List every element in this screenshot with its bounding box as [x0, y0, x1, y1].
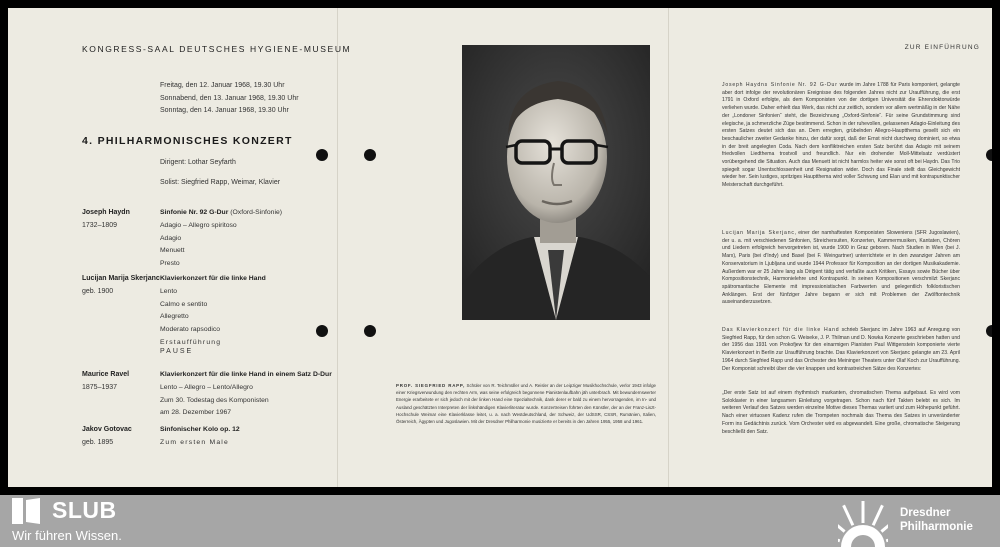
composer-name: Jakov Gotovac [82, 426, 132, 433]
work-gotovac [160, 424, 240, 450]
paragraph-lead: Lucijan Marija Skerjanc [722, 230, 795, 236]
pause-label: PAUSE [160, 348, 194, 355]
work-ravel [160, 369, 332, 420]
date-line: Sonnabend, den 13. Januar 1968, 19.30 Uhr [160, 94, 299, 102]
soloist-portrait [462, 45, 650, 320]
venue-title: KONGRESS-SAAL DEUTSCHES HYGIENE-MUSEUM [82, 44, 352, 54]
work-subtitle: (Oxford-Sinfonie) [228, 209, 282, 216]
premiere-note: Erstaufführung [160, 338, 222, 346]
anniversary-note: am 28. Dezember 1967 [160, 409, 232, 417]
soloist-caption [396, 382, 656, 425]
date-line: Sonntag, den 14. Januar 1968, 19.30 Uhr [160, 107, 289, 114]
program-sheet [8, 8, 992, 487]
composer-life: 1875–1937 [82, 383, 118, 391]
fold-line [337, 8, 338, 487]
composer-life: 1732–1809 [82, 221, 118, 229]
philharmonie-name: Dresdner Philharmonie [900, 507, 973, 533]
composer-ravel [82, 369, 129, 394]
intro-paragraph-haydn [722, 82, 960, 190]
composer-gotovac [82, 424, 132, 449]
slub-name: SLUB [52, 497, 117, 523]
punch-hole [364, 149, 376, 161]
soloist: Solist: Siegfried Rapp, Weimar, Klavier [160, 179, 281, 186]
intro-paragraph-skerjanc [722, 230, 960, 307]
punch-hole [316, 149, 328, 161]
slub-logo-icon [12, 498, 40, 524]
composer-skerjanc [82, 273, 160, 298]
movement: Moderato rapsodico [160, 326, 221, 334]
work-title: Klavierkonzert für die linke Hand in einem Satz D-Dur [160, 371, 332, 378]
slub-claim: Wir führen Wissen. [12, 528, 122, 543]
punch-hole [986, 325, 992, 337]
composer-life: geb. 1900 [82, 287, 114, 295]
composer-name: Lucijan Marija Skerjanc [82, 275, 160, 282]
philharmonie-logo-icon [838, 497, 888, 547]
movement: Adagio – Allegro spiritoso [160, 221, 237, 229]
fold-line [668, 8, 669, 487]
movement: Calmo e sentito [160, 300, 208, 308]
concert-dates [160, 80, 299, 118]
paragraph-lead: Joseph Haydns Sinfonie Nr. 92 G-Dur [722, 82, 838, 88]
introduction-heading: ZUR EINFÜHRUNG [904, 44, 980, 51]
movement: Lento [160, 287, 178, 295]
punch-hole [364, 325, 376, 337]
punch-hole [986, 149, 992, 161]
intro-paragraph-quote [722, 390, 960, 436]
paragraph-text: schrieb Skerjanc im Jahre 1963 auf Anregung von Siegfried Rapp, für den schon G. Weiseke, J. P. Thilman und D. Nowka Konzerte geschrieben hatten und der 1956 das 1931 von Prokofjew für den einarmigen Pianisten Paul Wittgenstein komponierte vierte Klavierkonzert in Berlin zur Uraufführung brachte. Das Klavierkonzert von Skerjanc gelangte am 23. April 1964 durch Siegfried Rapp und das Orchester des Meininger Theaters unter Olaf Koch zur Uraufführung. Der Komponist schreibt über die vier knappen und kontrastreichen Sätze des Konzertes: [722, 327, 960, 372]
composer-life: geb. 1895 [82, 438, 114, 446]
movement: Presto [160, 260, 180, 268]
work-title: Sinfonie Nr. 92 G-Dur [160, 209, 229, 216]
movement: Lento – Allegro – Lento/Allegro [160, 383, 253, 391]
work-skerjanc [160, 273, 266, 350]
movement: Menuett [160, 247, 185, 255]
work-title: Klavierkonzert für die linke Hand [160, 275, 266, 282]
composer-haydn [82, 207, 130, 232]
conductor: Dirigent: Lothar Seyfarth [160, 159, 236, 166]
movement: Allegretto [160, 313, 189, 321]
caption-text: Schüler von R. Teichmüller und A. Reisler an der Leipziger Musikhochschule, verlor 1943 infolge einer Kriegsverwundung den rechten Arm, was seine erfolgreich begonnene Pianistenlaufbahn jäh unterbrach. Mit bewundernswerter Energie erarbeitete er sich jedoch mit der linken Hand eine Spezialtechnik, dank derer er bald zu einem hervorragenden, im In- und Ausland geschätzten Interpreten der linkshändigen Klavierliteratur wurde. Konzertreisen führten den Künstler, der an der Franz-Liszt-Hochschule Weimar eine Klavierklasse leitet, u. a. nach Westdeutschland, der Schweiz, der UdSSR, CSSR, Rumänien, Italien, Österreich, Ägypten und Jugoslawien. Mit der Dresdner Philharmonie musizierte er bereits in den Jahren 1955, 1958 und 1961. [396, 383, 656, 425]
work-title: Sinfonischer Kolo op. 12 [160, 426, 240, 433]
caption-name: PROF. SIEGFRIED RAPP, [396, 383, 466, 388]
work-haydn [160, 207, 282, 271]
paragraph-lead: Das Klavierkonzert für die linke Hand [722, 327, 840, 333]
concert-title: 4. PHILHARMONISCHES KONZERT [82, 135, 293, 147]
premiere-note: Zum ersten Male [160, 438, 229, 446]
anniversary-note: Zum 30. Todestag des Komponisten [160, 396, 269, 404]
punch-hole [316, 325, 328, 337]
paragraph-text: wurde im Jahre 1788 für Paris komponiert, gelangte aber dort infolge der revolutionären Ereignisse des folgenden Jahres nicht zur Uraufführung, die erst 1791 in Oxford erfolgte, als dem Komponisten von der dortigen Universität die Ehrendoktorwürde verliehen wurde. Daher erhielt das Werk, das nicht zur zeitlich, sondern vor allem wertmäßig in der Nähe der „Londoner Sinfonien“ steht, die Bezeichnung „Oxford-Sinfonie“. Für seine Grundstimmung sind elegische, ja schmerzliche Züge bestimmend. Schon in der ruhevollen, gelassenen Adagio-Einleitung des ersten Satzes deutet sich das an. Dem erregten, grübelnden Allegro-Hauptthema gesellt sich ein beschaulicher zweiter Gedanke hinzu, der dafür sorgt, daß der Ernst nicht durchweg dominiert, so etwa in der breit angelegten Coda. Nach dem konfliktreichen ersten Satz berührt das Adagio mit seinem friedvollen Liedthema trostvoll und freundlich. Nur ein drohender Moll-Mittelsatz verdüstert vorübergehend die Situation. Auch das Menuett ist nicht harmlos heiter wie sonst oft bei Haydn. Das Trio spiegelt sogar Unentschlossenheit und Resignation wider. Doch das Finale stellt das Gleichgewicht wieder her. Sein lustiges, spritziges Hauptthema wird voller Schwung und Elan und mit kontrapunktischer Meisterschaft durchgeführt. [722, 82, 960, 189]
date-line: Freitag, den 12. Januar 1968, 19.30 Uhr [160, 82, 285, 89]
paragraph-text: „Der erste Satz ist auf einem rhythmisch markanten, chromatischen Thema aufgebaut. Es wird vom Soloklavier in einer langsamen Einleitung vorgetragen. Schon nach fünf Takten belebt es sich. Im weiteren Verlauf des Satzes werden einzelne Motive dieses Themas variiert und zum Höhepunkt geführt. Nach einer virtuosen Kadenz rufen die Trompeten nochmals das Thema des Satzes in unveränderter Form ins Gedächtnis zurück. Vom Orchester wird es abgewandelt. Eine große, chromatische Steigerung beschließt den Satz. [722, 390, 960, 435]
intro-paragraph-concerto [722, 327, 960, 373]
paragraph-text: , einer der namhaftesten Komponisten Sloweniens (SFR Jugoslawien), der u. a. mit verschiedenen Sinfonien, Streichersuiten, Konzerten, Kammermusiken, Kantaten, Chören und Liedern erfolgreich hervorgetreten ist, wurde 1900 in Graz geboren. Nach Studien in Wien (bei J. Marx), Paris (bei d'Indy) und Basel (bei F. Weingartner) unterrichtete er in den zwanziger Jahren am Konservatorium in Ljubljana und wurde 1944 Professor für Komposition an der dortigen Musikakademie. Außerdem war er 25 Jahre lang als Dirigent tätig und verfaßte auch Kritiken, Essays sowie Bücher über Kompositionstechnik, Harmonielehre und Kontrapunkt. In seinen Kompositionen verschmilzt Skerjanc spätromantische Elemente mit impressionistischen Farbwerten und gelegentlich folkloristischen Anklängen. Erst der fünfziger Jahre begann er sich mit Problemen der Zwölftontechnik auseinanderzusetzen. [722, 230, 960, 306]
composer-name: Maurice Ravel [82, 371, 130, 378]
movement: Adagio [160, 234, 182, 242]
composer-name: Joseph Haydn [82, 209, 130, 216]
